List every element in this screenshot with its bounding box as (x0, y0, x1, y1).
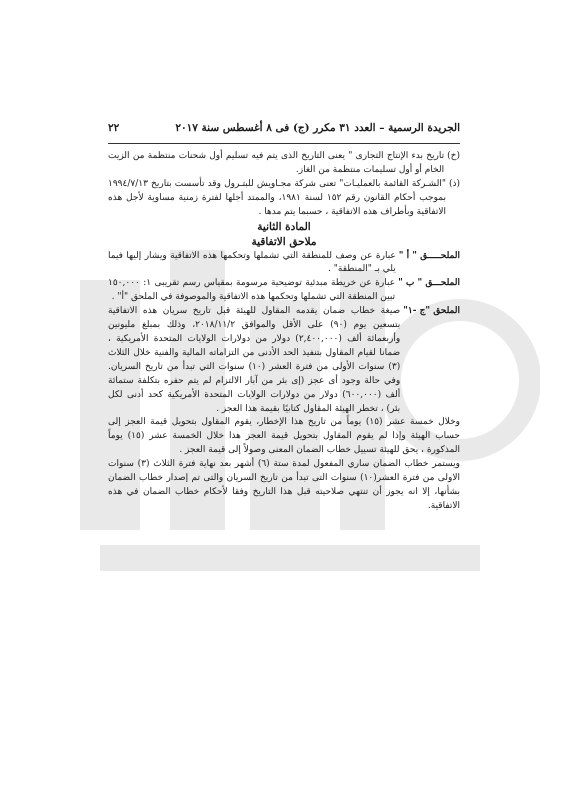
document-body (108, 150, 460, 514)
body-paragraph: وخلال خمسة عشر (١٥) يوماً من تاريخ هذا الإخطار، يقوم المقاول بتحويل قيمة العجز إلى حساب الهيئة وإذا لم يقوم المقاول بتحويل قيمة العجز هذا خلال الخمسة عشر (١٥) يوماً المذكورة ، يحق للهيئة تسييل خطاب الضمان المعنى وصولاً إلى قيمة العجز . (108, 417, 460, 456)
appendix-label: الملحق "ج -١" (403, 306, 460, 317)
item-marker: (ذ) (448, 178, 460, 189)
appendix-text: عبارة عن خريطة مبدئية توضيحية مرسومة بمقياس رسم تقريبى ١: ١٥٠,٠٠٠ تبين المنطقة التي تشملها وتحكمها هذه الاتفاقية والموصوفة في الملحق "أ" . (108, 278, 396, 303)
item-marker: (خ) (447, 151, 460, 161)
item-text: تاريخ بدء الإنتاج التجارى " يعنى التاريخ الذى يتم فيه تسليم أول شحنات منتظمة من الزيت الخام أو أول تسليمات منتظمة من الغاز. (108, 151, 445, 175)
appendix-text: عبارة عن وصف للمنطقة التي تشملها وتحكمها هذه الاتفاقية ويشار إليها فيما يلي بـ "المنطقة" . (108, 250, 396, 275)
article-number: المادة الثانية (257, 220, 311, 233)
appendix-text: صيغة خطاب ضمان يقدمه المقاول للهيئة قبل تاريخ سريان هذه الاتفاقية بتسعين يوم (٩٠) على الأقل والموافق ٢٠١٨/١١/٢، وذلك بمبلغ مليونين وأربعمائة ألف (٢,٤٠٠,٠٠٠) دولار من دولارات الولايات المتحدة الأمريكية ، ضمانا لقيام المقاول بتنفيذ الحد الأدنى من التزاماته المالية والفنية خلال الثلاث (٣) سنوات الأولى من فترة العشر (١٠) سنوات التي تبدأ من تاريخ السريان. وفي حالة وجود أى عجز (إى بئر من آبار الالتزام لم يتم حفره بتكلفة ستمائة ألف (٦٠٠,٠٠٠) دولار من دولارات الولايات المتحدة الأمريكية كحد أدنى لكل بئر) ، تخطر الهيئة المقاول كتابيًا بقيمة هذا العجز . (108, 306, 401, 414)
appendix-entry (108, 305, 460, 416)
appendix-label: الملحـــــق " أ " (398, 250, 460, 261)
body-paragraph: ويستمر خطاب الضمان ساري المفعول لمدة ستة (٦) أشهر بعد نهاية فترة الثلاث (٣) سنوات الاولى من فترة العشر(١٠) سنوات التى تبدأ من تاريخ السريان والتى تم إصدار خطاب الضمان بشأنها، إلا انه يجوز أن تنتهي صلاحيته قبل هذا التاريخ وفقا لأحكام خطاب الضمان في هذه الاتفاقية. (108, 459, 460, 511)
header-divider (108, 143, 460, 144)
article-title: ملاحق الاتفاقية (251, 235, 317, 248)
appendix-label: الملحـــق " ب " (398, 278, 460, 289)
appendix-entry (108, 277, 460, 305)
running-title: الجريدة الرسمية – العدد ٣١ مكرر (ج) فى ٨ أغسطس سنة ٢٠١٧ (175, 122, 460, 134)
page-header (108, 122, 460, 134)
item-text: "الشـركة القائمة بالعمليـات" تعنى شركة مجـاويش للبتـرول وقد تأسست بتاريخ ١٩٩٤/٧/١٣ بموجب أحكام القانون رقم ١٥٢ لسنة ١٩٨١، والممتد أجلها لفترة زمنية مساوية لأجل هذه الاتفاقية وبأطراف هذه الاتفاقية ، حسبما يتم مدها . (108, 178, 446, 217)
page-number: ٢٢ (108, 122, 120, 134)
appendix-entry (108, 250, 460, 278)
definition-item (108, 178, 460, 220)
definition-item (108, 150, 460, 178)
